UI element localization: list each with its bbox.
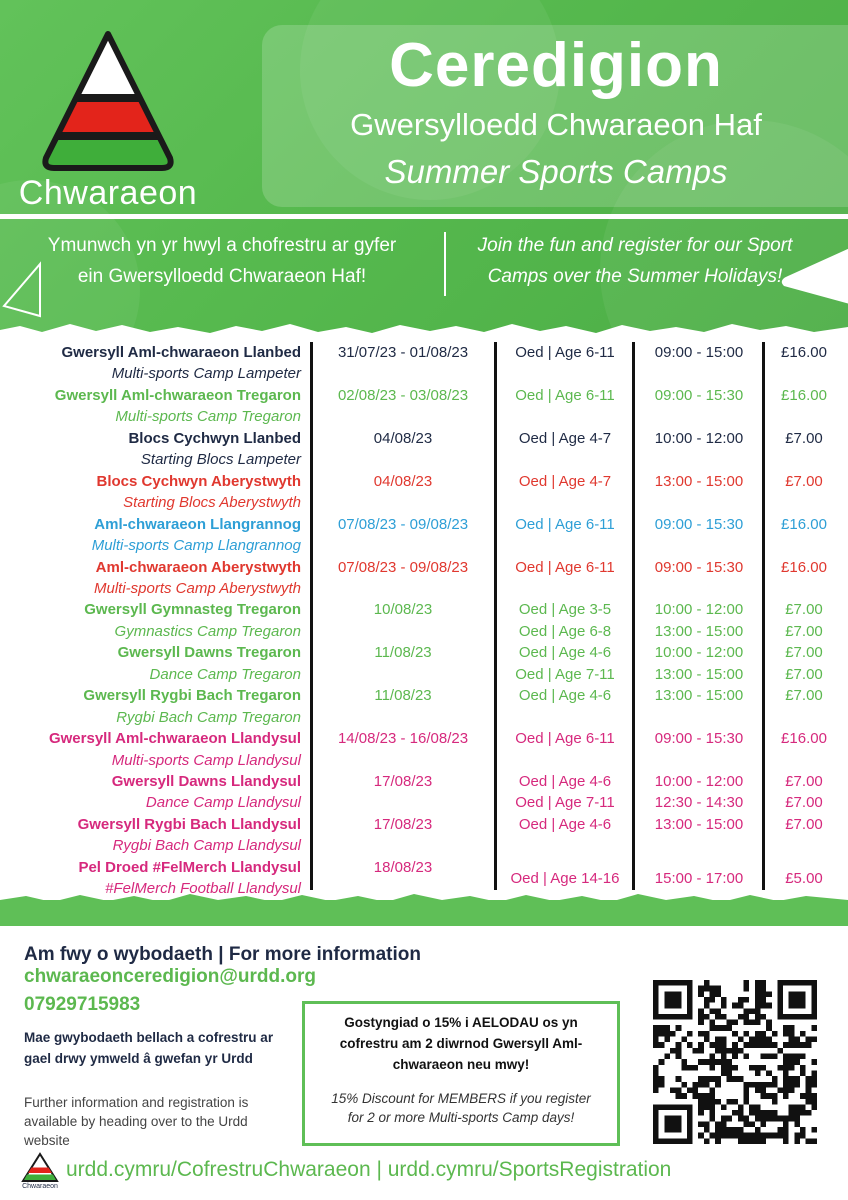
subtitle-english: Summer Sports Camps — [384, 153, 728, 190]
camp-name: Gwersyll Dawns Tregaron — [117, 644, 301, 662]
intro-separator — [444, 232, 446, 296]
session-time: 10:00 - 12:00 — [654, 601, 744, 619]
session-price: £7.00 — [785, 815, 823, 833]
session-age: Oed | Age 4-6 — [518, 644, 612, 662]
camp-name: Gwersyll Rygbi Bach Llandysul — [77, 815, 301, 833]
session-price: £7.00 — [785, 665, 823, 683]
triangle-logo-icon — [20, 1152, 60, 1184]
camp-subname: Multi-sports Camp Llandysul — [111, 751, 301, 769]
camp-date: 17/08/23 — [373, 815, 433, 833]
camp-date: 31/07/23 - 01/08/23 — [337, 344, 469, 361]
session-age: Oed | Age 14-16 — [510, 869, 620, 887]
camp-date: 11/08/23 — [374, 644, 432, 662]
session-time: 09:00 - 15:30 — [654, 730, 744, 748]
session-time: 10:00 - 12:00 — [654, 644, 744, 662]
camp-date: 17/08/23 — [373, 773, 433, 790]
camp-name: Gwersyll Aml-chwaraeon Tregaron — [54, 386, 301, 404]
contact-email[interactable]: chwaraeonceredigion@urdd.org — [24, 966, 316, 987]
session-row — [0, 642, 848, 663]
discount-box — [302, 1001, 620, 1146]
triangle-logo-icon — [40, 28, 176, 174]
discount-welsh: Gostyngiad o 15% i AELODAU os yn cofrestru am 2 diwrnod Gwersyll Aml-chwaraeon neu mwy! — [339, 1015, 583, 1072]
table-row — [0, 449, 848, 470]
camp-name: Gwersyll Aml-chwaraeon Llandysul — [48, 730, 301, 748]
camp-date: 14/08/23 - 16/08/23 — [337, 730, 469, 748]
camp-name: Aml-chwaraeon Aberystwyth — [95, 558, 301, 576]
camp-date: 07/08/23 - 09/08/23 — [337, 515, 469, 533]
camp-name: Blocs Cychwyn Aberystwyth — [96, 472, 301, 490]
session-row — [0, 342, 848, 363]
session-row — [0, 514, 848, 535]
header-divider — [0, 214, 848, 219]
table-row — [0, 707, 848, 728]
camp-subname: Starting Blocs Aberystwyth — [123, 494, 301, 512]
session-row — [0, 599, 848, 620]
session-age: Oed | Age 4-6 — [518, 773, 612, 790]
session-row — [0, 385, 848, 406]
camp-subname: Dance Camp Llandysul — [145, 794, 301, 812]
camp-date: 07/08/23 - 09/08/23 — [337, 558, 469, 576]
session-age: Oed | Age 6-8 — [518, 622, 612, 640]
session-price: £16.00 — [781, 515, 827, 533]
session-age: Oed | Age 6-11 — [515, 344, 615, 361]
session-age: Oed | Age 3-5 — [518, 601, 612, 619]
subtitle-welsh: Gwersylloedd Chwaraeon Haf — [350, 107, 762, 142]
session-row — [0, 471, 848, 492]
session-time: 10:00 - 12:00 — [654, 429, 744, 447]
session-age: Oed | Age 6-11 — [515, 558, 615, 576]
chwaraeon-logo — [18, 28, 198, 213]
table-row — [0, 363, 848, 384]
session-price: £16.00 — [781, 344, 827, 361]
table-row — [0, 750, 848, 771]
session-age: Oed | Age 7-11 — [515, 794, 615, 812]
discount-english: 15% Discount for MEMBERS if you register for 2 or more Multi-sports Camp days! — [331, 1091, 591, 1125]
session-age: Oed | Age 4-6 — [518, 815, 612, 833]
session-row — [0, 792, 848, 813]
camp-subname: Multi-sports Camp Aberystwyth — [94, 579, 301, 597]
header-banner — [0, 0, 848, 340]
session-price: £5.00 — [785, 869, 823, 887]
camp-subname: Rygbi Bach Camp Llandysul — [112, 837, 301, 855]
session-price: £7.00 — [785, 773, 823, 790]
pennant-icon — [760, 246, 848, 306]
camp-subname: Dance Camp Tregaron — [149, 665, 301, 683]
session-time: 09:00 - 15:30 — [654, 515, 744, 533]
session-time: 10:00 - 12:00 — [654, 773, 744, 790]
info-welsh: Mae gwybodaeth bellach a cofrestru ar gael drwy ymweld â gwefan yr Urdd — [24, 1030, 274, 1066]
table-row — [0, 535, 848, 556]
session-row — [0, 814, 848, 835]
session-age: Oed | Age 6-11 — [515, 730, 615, 748]
column-divider — [762, 342, 765, 890]
session-time: 13:00 - 15:00 — [654, 622, 744, 640]
torn-paper-edge — [0, 312, 848, 340]
triangle-outline-icon — [0, 260, 44, 320]
camp-name: Gwersyll Dawns Llandysul — [111, 773, 301, 790]
registration-links[interactable]: urdd.cymru/CofrestruChwaraeon | urdd.cymru/SportsRegistration — [66, 1158, 672, 1181]
session-price: £7.00 — [785, 429, 823, 447]
camp-date: 04/08/23 — [373, 472, 433, 490]
session-price: £7.00 — [785, 794, 823, 812]
session-price: £7.00 — [785, 644, 823, 662]
info-english: Further information and registration is available by heading over to the Urdd website — [24, 1095, 249, 1148]
session-age: Oed | Age 4-7 — [518, 472, 612, 490]
session-age: Oed | Age 6-11 — [515, 386, 615, 404]
contact-phone[interactable]: 07929715983 — [24, 994, 141, 1015]
session-time: 12:30 - 14:30 — [654, 794, 744, 812]
session-row — [0, 428, 848, 449]
session-time: 09:00 - 15:00 — [654, 344, 744, 361]
column-divider — [310, 342, 313, 890]
camp-subname: Rygbi Bach Camp Tregaron — [116, 708, 301, 726]
camp-subname: Multi-sports Camp Llangrannog — [91, 537, 301, 555]
session-row — [0, 621, 848, 642]
session-row — [0, 557, 848, 578]
camp-date: 02/08/23 - 03/08/23 — [337, 386, 469, 404]
camp-date: 18/08/23 — [373, 858, 433, 876]
page-title: Ceredigion — [389, 31, 723, 100]
mini-logo-text: Chwaraeon — [22, 1183, 58, 1190]
session-time: 13:00 - 15:00 — [654, 815, 744, 833]
column-divider — [494, 342, 497, 890]
camp-date: 04/08/23 — [373, 429, 433, 447]
camp-subname: Gymnastics Camp Tregaron — [114, 622, 301, 640]
session-price: £7.00 — [785, 601, 823, 619]
session-age: Oed | Age 4-6 — [518, 687, 612, 705]
session-price: £7.00 — [785, 472, 823, 490]
camp-date: 11/08/23 — [374, 687, 432, 705]
camp-subname: #FelMerch Football Llandysul — [105, 880, 301, 898]
camp-subname: Multi-sports Camp Lampeter — [111, 365, 301, 383]
logo-text: Chwaraeon — [18, 174, 198, 212]
session-row — [0, 664, 848, 685]
info-title: Am fwy o wybodaeth | For more information — [24, 944, 421, 965]
mini-logo — [20, 1152, 60, 1196]
session-age: Oed | Age 4-7 — [518, 429, 612, 447]
session-time: 09:00 - 15:30 — [654, 386, 744, 404]
session-price: £7.00 — [785, 622, 823, 640]
session-price: £16.00 — [781, 730, 827, 748]
session-time: 13:00 - 15:00 — [654, 687, 744, 705]
session-price: £16.00 — [781, 558, 827, 576]
session-age: Oed | Age 6-11 — [515, 515, 615, 533]
table-row — [0, 406, 848, 427]
session-time: 15:00 - 17:00 — [654, 869, 744, 887]
green-band — [0, 900, 848, 926]
table-row — [0, 492, 848, 513]
camp-name: Pel Droed #FelMerch Llandysul — [78, 858, 301, 876]
session-row — [0, 728, 848, 749]
qr-code-icon[interactable] — [652, 980, 818, 1144]
session-time: 13:00 - 15:00 — [654, 665, 744, 683]
session-row — [0, 685, 848, 706]
intro-welsh: Ymunwch yn yr hwyl a chofrestru ar gyfer ein Gwersylloedd Chwaraeon Haf! — [47, 235, 397, 287]
camp-name: Gwersyll Aml-chwaraeon Llanbed — [61, 344, 301, 361]
session-row — [0, 771, 848, 792]
camp-name: Blocs Cychwyn Llanbed — [128, 429, 301, 447]
camp-name: Gwersyll Rygbi Bach Tregaron — [83, 687, 301, 705]
camp-subname: Starting Blocs Lampeter — [140, 451, 301, 469]
session-time: 13:00 - 15:00 — [654, 472, 744, 490]
session-price: £16.00 — [781, 386, 827, 404]
camp-name: Gwersyll Gymnasteg Tregaron — [84, 601, 301, 619]
column-divider — [632, 342, 635, 890]
session-price: £7.00 — [785, 687, 823, 705]
intro-english: Join the fun and register for our Sport Camps over the Summer Holidays! — [477, 235, 793, 287]
camp-name: Aml-chwaraeon Llangrannog — [94, 515, 301, 533]
table-row — [0, 835, 848, 856]
session-time: 09:00 - 15:30 — [654, 558, 744, 576]
session-age: Oed | Age 7-11 — [515, 665, 615, 683]
camp-subname: Multi-sports Camp Tregaron — [115, 408, 301, 426]
table-row — [0, 578, 848, 599]
camp-date: 10/08/23 — [373, 601, 433, 619]
